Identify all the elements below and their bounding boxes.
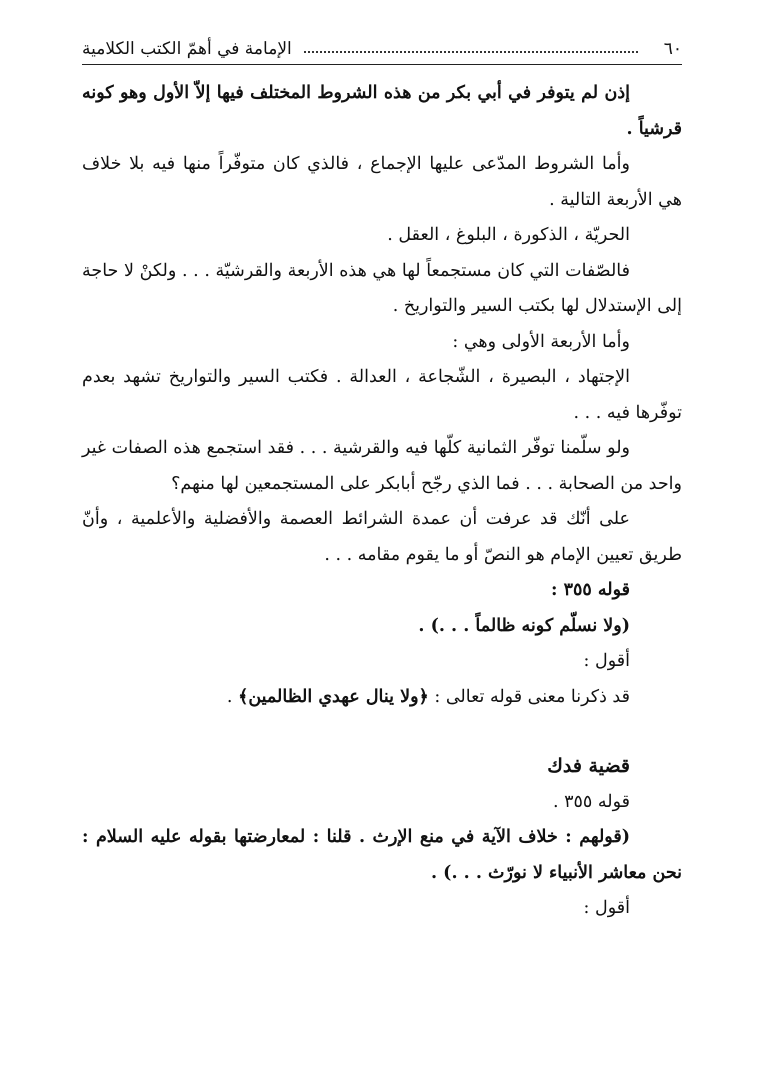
paragraph: ولو سلّمنا توفّر الثمانية كلّها فيه والقرشية . . . فقد استجمع هذه الصفات غير واحد من الصحابة . . . فما الذي رجّح أبابكر على المستجمعين لها منهم؟	[82, 438, 682, 494]
text-suffix: .	[226, 686, 239, 707]
quote-reference: قوله ٣٥٥ .	[552, 791, 630, 812]
reply-label: أقول :	[583, 898, 630, 918]
header-rule	[82, 64, 682, 65]
quoted-text: (ولا نسلّم كونه ظالماً . . .) .	[418, 615, 630, 636]
paragraph: وأما الشروط المدّعى عليها الإجماع ، فالذي كان متوفّراً منها فيه بلا خلاف هي الأربعة التالية .	[82, 154, 682, 210]
page-number: ٦٠	[663, 39, 682, 59]
page-body	[82, 76, 682, 927]
section-gap	[82, 715, 682, 749]
paragraph: إذن لم يتوفر في أبي بكر من هذه الشروط المختلف فيها إلاّ الأول وهو كونه قرشياً .	[82, 83, 682, 139]
quoted-text: (قولهم : خلاف الآية في منع الإرث . قلنا : لمعارضتها بقوله عليه السلام :	[82, 827, 630, 847]
quran-quote: ﴿ولا ينال عهدي الظالمين﴾	[238, 686, 429, 707]
paragraph: وأما الأربعة الأولى وهي :	[452, 331, 630, 352]
paragraph: على أنّك قد عرفت أن عمدة الشرائط العصمة والأفضلية والأعلمية ، وأنّ طريق تعيين الإمام هو النصّ أو ما يقوم مقامه . . .	[82, 509, 682, 565]
running-title: الإمامة في أهمّ الكتب الكلامية	[82, 39, 292, 59]
quote-reference: قوله ٣٥٥ :	[551, 580, 630, 600]
paragraph: الحريّة ، الذكورة ، البلوغ ، العقل .	[387, 225, 630, 245]
text-prefix: قد ذكرنا معنى قوله تعالى :	[428, 686, 630, 707]
header-leader-dots	[304, 51, 638, 53]
quoted-text: نحن معاشر الأنبياء لا نورّث . . .) .	[431, 862, 682, 883]
paragraph: الإجتهاد ، البصيرة ، الشّجاعة ، العدالة . فكتب السير والتواريخ تشهد بعدم توفّرها فيه . . .	[82, 367, 682, 423]
paragraph: فالصّفات التي كان مستجمعاً لها هي هذه الأربعة والقرشيّة . . . ولكنْ لا حاجة إلى الإستدلال لها بكتب السير والتواريخ .	[82, 260, 682, 316]
section-heading: قضية فدك	[547, 755, 630, 777]
paragraph	[82, 680, 682, 716]
reply-label: أقول :	[583, 651, 630, 671]
running-header	[82, 36, 682, 62]
